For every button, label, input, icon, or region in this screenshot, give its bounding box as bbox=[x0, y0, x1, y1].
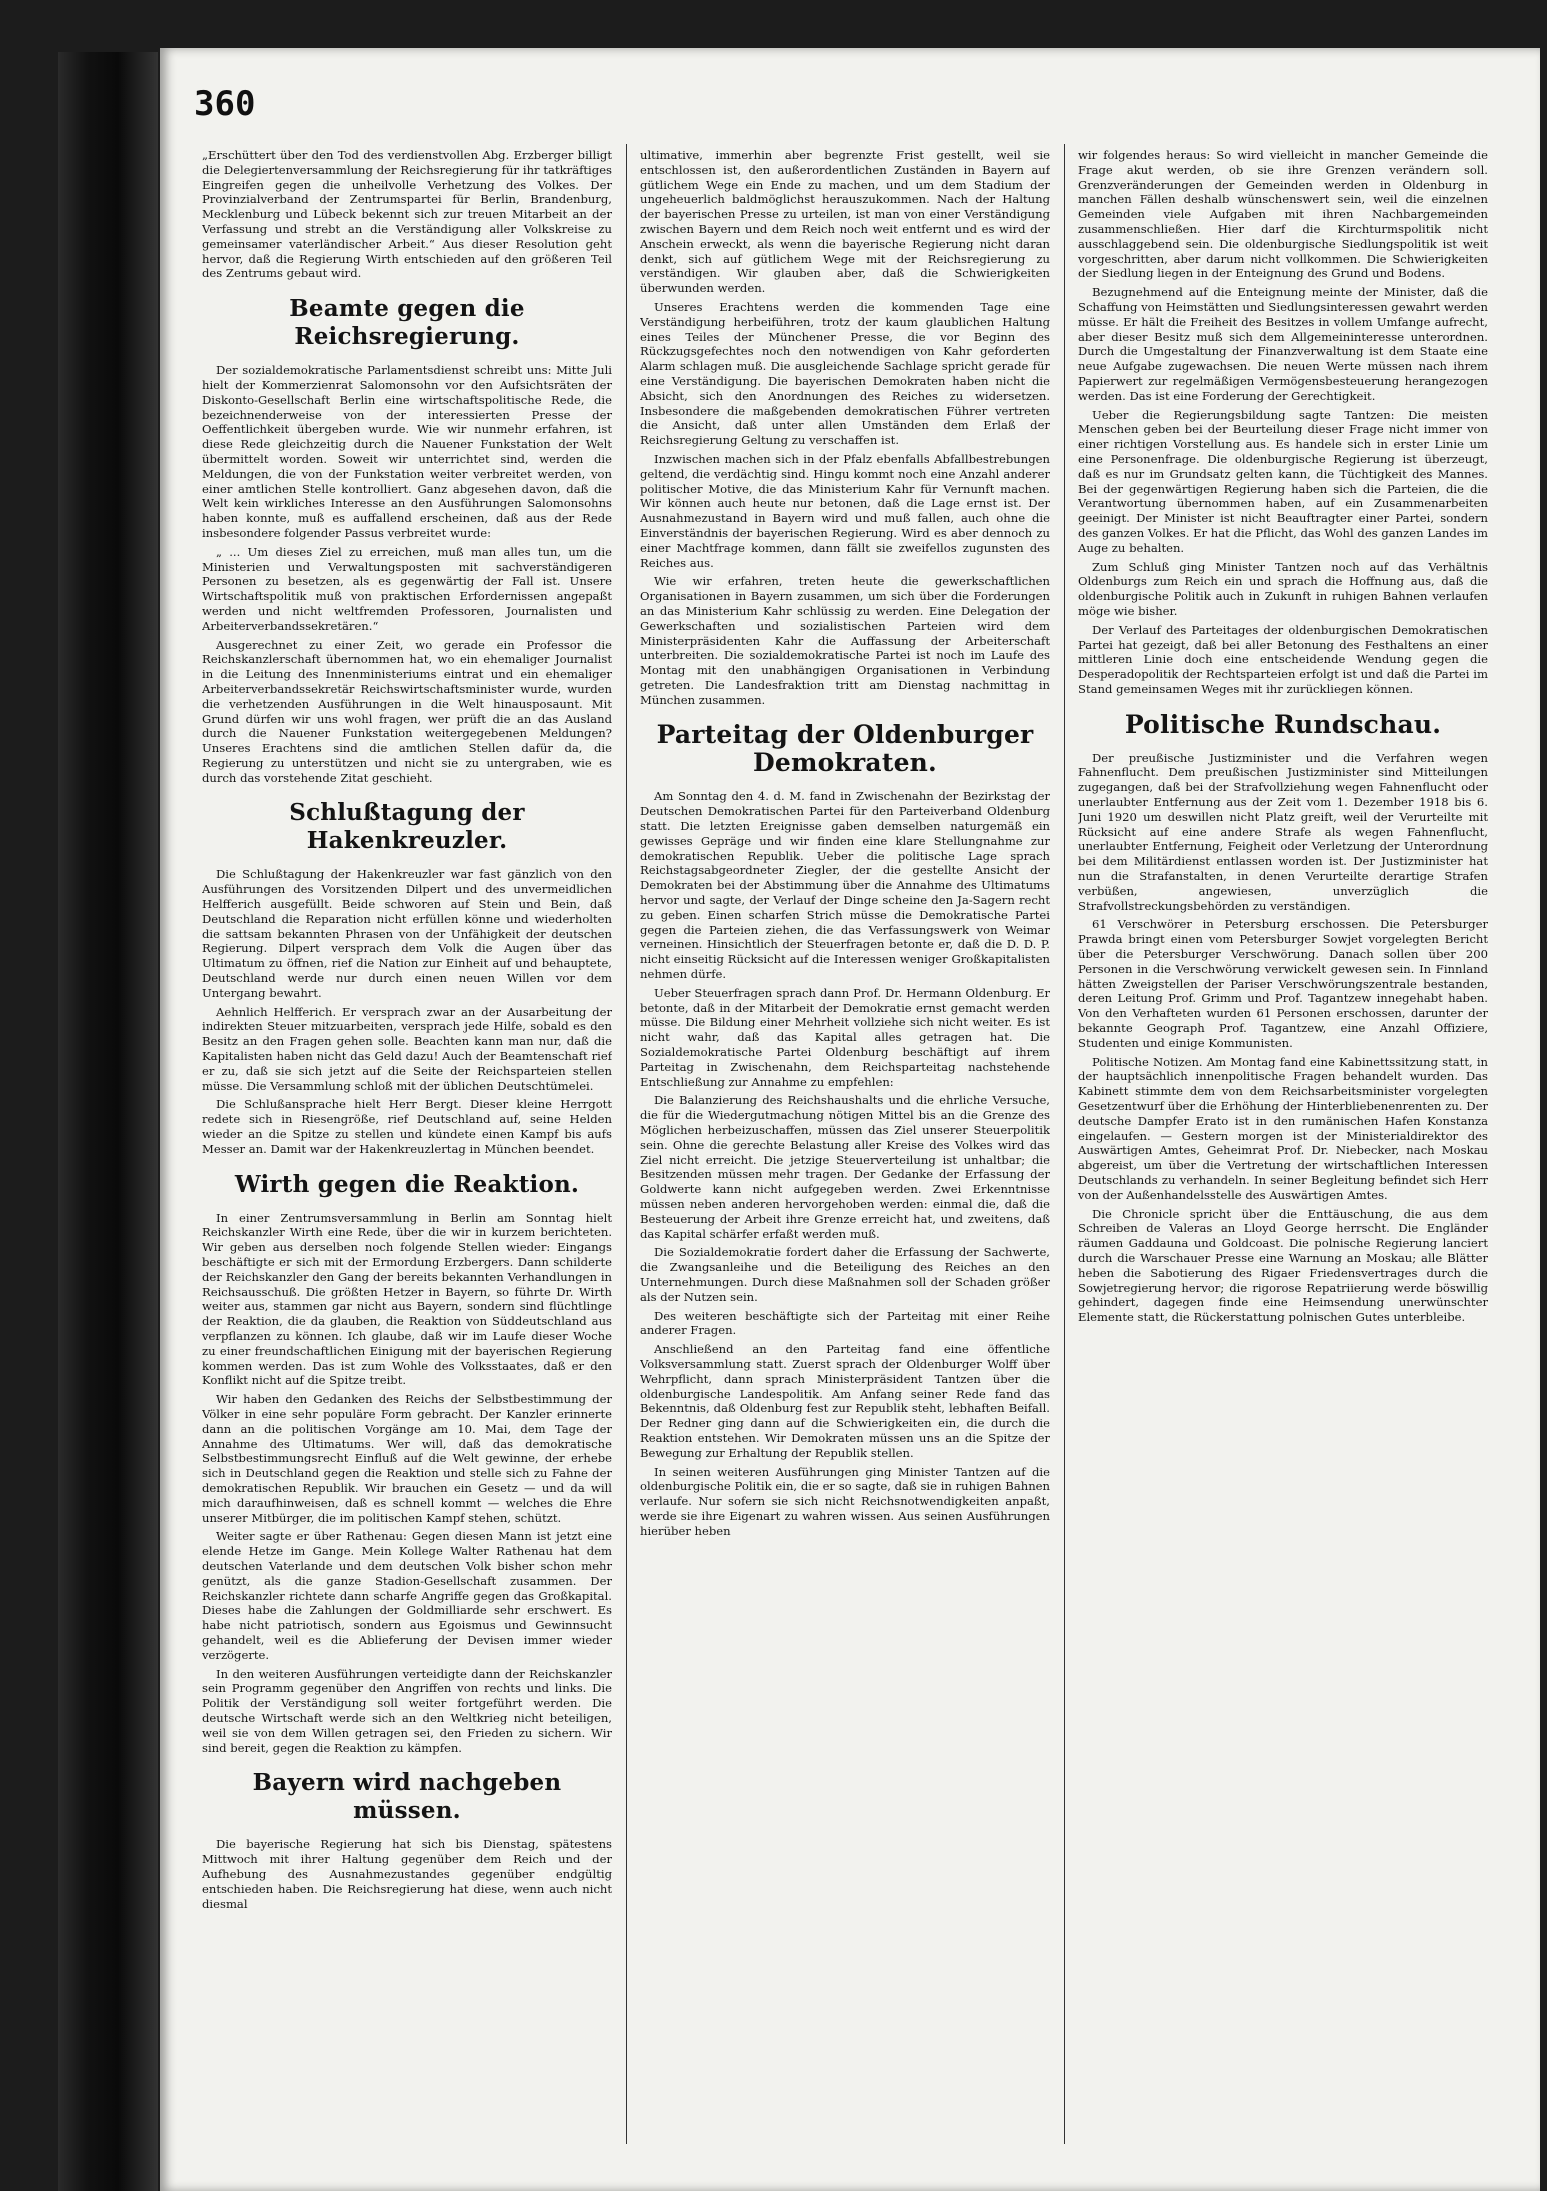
article-paragraph: Die Sozialdemokratie fordert daher die Erfassung der Sachwerte, die Zwangsanleihe und die Beteiligung des Reiches an den Unternehmungen. Durch diese Maßnahmen soll der Schaden größer als der Nutzen sein. bbox=[640, 1245, 1050, 1304]
article-paragraph: Ueber Steuerfragen sprach dann Prof. Dr. Hermann Oldenburg. Er betonte, daß in der Mitarbeit der Demokratie ernst gemacht werden müsse. Die Bildung einer Mehrheit vollziehe sich nicht weiter. Es ist nicht wahr, daß das Kapital alles getragen hat. Die Sozialdemokratische Partei Oldenburg beschäftigt auf ihrem Parteitag in Zwischenahn, dem Reichsparteitag nachstehende Entschließung zur Annahme zu empfehlen: bbox=[640, 985, 1050, 1089]
column-middle bbox=[640, 148, 1050, 2158]
headline-beamte: Beamte gegen die Reichsregierung. bbox=[289, 295, 525, 351]
article-paragraph: 61 Verschwörer in Petersburg erschossen. Die Petersburger Prawda bringt einen vom Petersburger Sowjet vorgelegten Bericht über die Petersburger Verschwörung. Danach sollen über 200 Personen in die Verschwörung verwickelt gewesen sein. In Finnland hätten Zweigstellen der Pariser Verschwörungszentrale bestanden, deren Leitung Prof. Grimm und Prof. Tagantzew innegehabt haben. Von den Verhafteten wurden 61 Personen erschossen, darunter der bekannte Geograph Prof. Tagantzew, eine Anzahl Offiziere, Studenten und einige Kommunisten. bbox=[1078, 917, 1488, 1050]
headline-oldenburger-demokraten: Parteitag der Oldenburger Demokraten. bbox=[656, 720, 1034, 778]
article-paragraph: Des weiteren beschäftigte sich der Parteitag mit einer Reihe anderer Fragen. bbox=[640, 1308, 1050, 1338]
article-paragraph: Die Balanzierung des Reichshaushalts und die ehrliche Versuche, die für die Wiedergutmachung nötigen Mittel bis an die Grenze des Möglichen herbeizuschaffen, müssen das Ziel unserer Steuerpolitik sein. Ohne die gerechte Belastung aller Kreise des Volkes wird das Ziel nicht erreicht. Die jetzige Steuerverteilung ist unhaltbar; die Besitzenden müssen mehr tragen. Der Gedanke der Erfassung der Goldwerte kann nicht aufgegeben werden. Zwei Erkenntnisse müssen neben anderen hervorgehoben werden: einmal die, daß die Besteuerung der Arbeit ihre Grenze erreicht hat, und zweitens, daß das Kapital schärfer erfaßt werden muß. bbox=[640, 1093, 1050, 1241]
article-paragraph: Aehnlich Helfferich. Er versprach zwar an der Ausarbeitung der indirekten Steuer mitzuarbeiten, versprach jede Hilfe, sobald es den Besitz an den Fragen gehen solle. Beachten kann man nur, daß die Kapitalisten haben nicht das Geld dazu! Auch der Beamtenschaft rief er zu, daß sie sich jetzt auf die Seite der Reichsparteien stellen müsse. Die Versammlung schloß mit der üblichen Deutschtümelei. bbox=[202, 1004, 612, 1093]
article-paragraph: Zum Schluß ging Minister Tantzen noch auf das Verhältnis Oldenburgs zum Reich ein und sprach die Hoffnung aus, daß die oldenburgische Politik auch in Zukunft in ruhigen Bahnen verlaufen möge wie bisher. bbox=[1078, 559, 1488, 618]
book-binding-edge bbox=[58, 52, 158, 2191]
headline-politische-rundschau: Politische Rundschau. bbox=[1124, 709, 1442, 739]
article-paragraph: Anschließend an den Parteitag fand eine öffentliche Volksversammlung statt. Zuerst sprach der Oldenburger Wolff über Wehrpflicht, dann sprach Ministerpräsident Tantzen über die oldenburgische Landespolitik. Am Anfang seiner Rede fand das Bekenntnis, daß Oldenburg fest zur Republik steht, lebhaften Beifall. Der Redner ging dann auf die Schwierigkeiten ein, die durch die Reaktion entstehen. Wir Demokraten müssen uns an die Spitze der Bewegung zur Erhaltung der Republik stellen. bbox=[640, 1342, 1050, 1460]
article-paragraph: Weiter sagte er über Rathenau: Gegen diesen Mann ist jetzt eine elende Hetze im Gange. Mein Kollege Walter Rathenau hat dem deutschen Vaterlande und dem deutschen Volk bisher schon mehr genützt, als die ganze Stadion-Gesellschaft zusammen. Der Reichskanzler richtete dann scharfe Angriffe gegen das Großkapital. Dieses habe die Zahlungen der Goldmilliarde sehr erschwert. Es habe nicht patriotisch, sondern aus Egoismus und Gewinnsucht gehandelt, weil es die Ablieferung der Devisen immer wieder verzögerte. bbox=[202, 1529, 612, 1662]
article-paragraph: Die Schlußtagung der Hakenkreuzler war fast gänzlich von den Ausführungen des Vorsitzenden Dilpert und des unvermeidlichen Helfferich ausgefüllt. Beide schworen auf Stein und Bein, daß Deutschland die Reparation nicht erfüllen könne und wiederholten die sattsam bekannten Phrasen von der Unfähigkeit der deutschen Regierung. Dilpert versprach dem Volk die Augen über das Ultimatum zu öffnen, rief die Nation zur Einheit auf und behauptete, Deutschland werde nur durch einen neuen Willen vor dem Untergang bewahrt. bbox=[202, 867, 612, 1000]
newspaper-page bbox=[160, 48, 1540, 2191]
article-paragraph: In einer Zentrumsversammlung in Berlin am Sonntag hielt Reichskanzler Wirth eine Rede, über die wir in kurzem berichteten. Wir geben aus derselben noch folgende Stellen wieder: Eingangs beschäftigte er sich mit der Ermordung Erzbergers. Dann schilderte der Reichskanzler den Gang der bereits bekannten Verhandlungen in Reichsausschuß. Die größten Hetzer in Bayern, so führte Dr. Wirth weiter aus, stammen gar nicht aus Bayern, sondern sind flüchtlinge der Reaktion, die da glauben, die Reaktion von Süddeutschland aus verpflanzen zu können. Ich glaube, daß wir im Laufe dieser Woche zu einer freundschaftlichen Einigung mit der bayerischen Regierung kommen werden. Das ist zum Wohle des Volksstaates, daß er den Konflikt nicht auf die Spitze treibt. bbox=[202, 1210, 612, 1388]
page-number: 360 bbox=[194, 84, 256, 124]
article-paragraph: Der preußische Justizminister und die Verfahren wegen Fahnenflucht. Dem preußischen Justizminister sind Mitteilungen zugegangen, daß bei der Strafvollziehung wegen Fahnenflucht oder unerlaubter Entfernung aus der Zeit vom 1. Dezember 1918 bis 6. Juni 1920 um deswillen nicht Platz greift, weil der Verurteilte mit Rücksicht auf eine andere Strafe als wegen Fahnenflucht, unerlaubter Entfernung, Feigheit oder Verletzung der Unterordnung bei dem Militärdienst entlassen worden ist. Der Justizminister hat nun die Strafanstalten, in denen Verurteilte derartige Strafen verbüßen, angewiesen, unverzüglich die Strafvollstreckungsbehörden zu verständigen. bbox=[1078, 750, 1488, 913]
column-right bbox=[1078, 148, 1488, 2158]
article-paragraph: wir folgendes heraus: So wird vielleicht in mancher Gemeinde die Frage akut werden, ob sie ihre Grenzen verändern soll. Grenzveränderungen der Gemeinden werden in Oldenburg in manchen Fällen deshalb wünschenswert sein, weil die einzelnen Gemeinden viele Aufgaben mit ihren Nachbargemeinden zusammenschließen. Hier darf die Kirchturmspolitik nicht ausschlaggebend sein. Die oldenburgische Siedlungspolitik ist weit vorgeschritten, aber darum nicht vollkommen. Die Schwierigkeiten der Siedlung liegen in der Enteignung des Grund und Bodens. bbox=[1078, 148, 1488, 281]
column-rule bbox=[1064, 144, 1065, 2144]
article-paragraph: Ueber die Regierungsbildung sagte Tantzen: Die meisten Menschen geben bei der Beurteilung dieser Frage nicht immer von einer richtigen Vorstellung aus. Es handele sich in erster Linie um eine Personenfrage. Die oldenburgische Regierung ist überzeugt, daß es nur im Grundsatz gelten kann, die Tüchtigkeit des Mannes. Bei der gegenwärtigen Regierung haben sich die Parteien, die die Verantwortung übernommen haben, auf ein Zusammenarbeiten geeinigt. Der Minister ist nicht Beauftragter einer Partei, sondern des ganzen Volkes. Er hat die Pflicht, das Wohl des ganzen Landes im Auge zu behalten. bbox=[1078, 407, 1488, 555]
column-left bbox=[202, 148, 612, 2158]
column-rule bbox=[626, 144, 627, 2144]
article-paragraph: Wir haben den Gedanken des Reichs der Selbstbestimmung der Völker in eine sehr populäre Form gebracht. Der Kanzler erinnerte dann an die politischen Vorgänge am 10. Mai, dem Tage der Annahme des Ultimatums. Wer will, daß das demokratische Selbstbestimmungsrecht Einfluß auf die Welt gewinne, der erhebe sich in Deutschland gegen die Reaktion und stelle sich zu Fahne der demokratischen Republik. Wir brauchen ein Gesetz — und da will mich daraufhinweisen, daß es schnell kommt — welches die Ehre unserer Mitbürger, die im politischen Kampf stehen, schützt. bbox=[202, 1392, 612, 1525]
article-paragraph: ultimative, immerhin aber begrenzte Frist gestellt, weil sie entschlossen ist, den außerordentlichen Zuständen in Bayern auf gütlichem Wege ein Ende zu machen, und um dem Stadium der ungeheuerlich baldmöglichst herauszukommen. Nach der Haltung der bayerischen Presse zu urteilen, ist man von einer Verständigung zwischen Bayern und dem Reich noch weit entfernt und es wird der Anschein erweckt, als wenn die bayerische Regierung nicht daran denkt, sich auf gütlichem Wege mit der Reichsregierung zu verständigen. Wir glauben aber, daß die Schwierigkeiten überwunden werden. bbox=[640, 148, 1050, 296]
article-paragraph: Der sozialdemokratische Parlamentsdienst schreibt uns: Mitte Juli hielt der Kommerzienrat Salomonsohn vor den Aufsichtsräten der Diskonto-Gesellschaft Berlin eine wirtschaftspolitische Rede, die bezeichnenderweise von der interessierten Presse der Oeffentlichkeit übergeben wurde. Wie wir nunmehr erfahren, ist diese Rede gleichzeitig durch die Nauener Funkstation der Welt übermittelt worden. Soweit wir unterrichtet sind, werden die Meldungen, die von der Funkstation weiter verbreitet werden, von einer amtlichen Stelle kontrolliert. Ganz abgesehen davon, daß die Welt kein wirkliches Interesse an den Ausführungen Salomonsohns haben konnte, muß es auffallend erscheinen, daß aus der Rede insbesondere folgender Passus verbreitet wurde: bbox=[202, 363, 612, 540]
article-paragraph: Am Sonntag den 4. d. M. fand in Zwischenahn der Bezirkstag der Deutschen Demokratischen Partei für den Parteiverband Oldenburg statt. Die letzten Ereignisse gaben demselben naturgemäß ein gewisses Gepräge und wir finden eine klare Stellungnahme zur demokratischen Republik. Ueber die politische Lage sprach Reichstagsabgeordneter Ziegler, der die gestellte Ansicht der Demokraten bei der Abstimmung über die Annahme des Ultimatums hervor und sagte, der Verlauf der Dinge scheine den Ja-Sagern recht zu geben. Einen scharfen Strich müsse die Demokratische Partei gegen die Parteien ziehen, die das Verfassungswerk von Weimar verneinen. Hinsichtlich der Steuerfragen betonte er, daß die D. D. P. nicht einseitig Rücksicht auf die Interessen weniger Großkapitalisten nehmen dürfe. bbox=[640, 789, 1050, 982]
article-paragraph: Ausgerechnet zu einer Zeit, wo gerade ein Professor die Reichskanzlerschaft übernommen hat, wo ein ehemaliger Journalist in die Leitung des Innenministeriums eintrat und ein ehemaliger Arbeiterverbandssekretär Reichswirtschaftsminister wurde, wurden die verhetzenden Ausführungen in die Welt hinausposaunt. Mit Grund dürfen wir uns wohl fragen, wer prüft die an das Ausland durch die Nauener Funkstation weitergegebenen Meldungen? Unseres Erachtens sind die amtlichen Stellen dafür da, die Regierung zu unterstützen und nicht sie zu untergraben, wie es durch das vorstehende Zitat geschieht. bbox=[202, 637, 612, 785]
article-paragraph: Politische Notizen. Am Montag fand eine Kabinettssitzung statt, in der hauptsächlich innenpolitische Fragen behandelt wurden. Das Kabinett stimmte dem von dem Reichsarbeitsminister vorgelegten Gesetzentwurf über die Erhöhung der Hinterbliebenenrenten zu. Der deutsche Dampfer Erato ist in den rumänischen Hafen Konstanza eingelaufen. — Gestern morgen ist der Ministerialdirektor des Auswärtigen Amtes, Geheimrat Prof. Dr. Niebecker, nach Moskau abgereist, um über die Vertretung der wirtschaftlichen Interessen Deutschlands zu verhandeln. In seiner Begleitung befindet sich Herr von der Außenhandelsstelle des Auswärtigen Amtes. bbox=[1078, 1054, 1488, 1202]
article-paragraph: Inzwischen machen sich in der Pfalz ebenfalls Abfallbestrebungen geltend, die verdächtig sind. Hingu kommt noch eine Anzahl anderer politischer Motive, die das Ministerium Kahr für Vernunft machen. Wir können auch heute nur betonen, daß die Lage ernst ist. Der Ausnahmezustand in Bayern wird und muß fallen, auch ohne die Einverständnis der bayerischen Regierung. Wird es aber dennoch zu einer Machtfrage kommen, dann fällt sie zweifellos zugunsten des Reiches aus. bbox=[640, 451, 1050, 570]
headline-bayern: Bayern wird nachgeben müssen. bbox=[252, 1769, 562, 1825]
article-paragraph: In seinen weiteren Ausführungen ging Minister Tantzen auf die oldenburgische Politik ein, die er so sagte, daß sie in ruhigen Bahnen verlaufe. Nur sofern sie sich nicht Reichsnotwendigkeiten anpaßt, werde sie ihre Eigenart zu wahren wissen. Aus seinen Ausführungen hierüber heben bbox=[640, 1464, 1050, 1538]
headline-hakenkreuzler: Schlußtagung der Hakenkreuzler. bbox=[289, 799, 525, 855]
article-paragraph: Unseres Erachtens werden die kommenden Tage eine Verständigung herbeiführen, trotz der kaum glaublichen Haltung eines Teiles der Münchener Presse, die vor Beginn des Rückzugsgefechtes noch den notwendigen von Kahr geforderten Alarm schlagen muß. Die ausgleichende Sachlage spricht gerade für eine Verständigung. Die bayerischen Demokraten haben nicht die Absicht, sich den Anordnungen des Reiches zu widersetzen. Insbesondere die maßgebenden demokratischen Führer vertreten die Ansicht, daß unter allen Umständen dem Erlaß der Reichsregierung Geltung zu verschaffen ist. bbox=[640, 299, 1050, 448]
article-paragraph: Bezugnehmend auf die Enteignung meinte der Minister, daß die Schaffung von Heimstätten und Siedlungsinteressen gewahrt werden müsse. Er hält die Freiheit des Besitzes in vollem Umfange aufrecht, aber dieser Besitz muß sich dem Allgemeininteresse unterordnen. Durch die Umgestaltung der Finanzverwaltung ist dem Staate eine neue Aufgabe zugewachsen. Die neuen Werte müssen nach ihrem Papierwert zur regelmäßigen Vermögensbesteuerung herangezogen werden. Das ist eine Forderung der Gerechtigkeit. bbox=[1078, 285, 1488, 403]
article-paragraph: Die Chronicle spricht über die Enttäuschung, die aus dem Schreiben de Valeras an Lloyd George herrscht. Die Engländer räumen Gaddauna und Goldcoast. Die polnische Regierung lanciert durch die Warschauer Presse eine Warnung an Moskau; alle Blätter heben die Sabotierung des Rigaer Friedensvertrages durch die Sowjetregierung hervor; die rigorose Repatriierung werde böswillig gehindert, dagegen finde eine Heimsendung unerwünschter Elemente statt, die Rückerstattung polnischen Gutes unterbleibe. bbox=[1078, 1206, 1488, 1325]
article-paragraph: „Erschüttert über den Tod des verdienstvollen Abg. Erzberger billigt die Delegiertenversammlung der Reichsregierung für ihr tatkräftiges Eingreifen gegen die unheilvolle Verhetzung des Volkes. Der Provinzialverband der Zentrumspartei für Berlin, Brandenburg, Mecklenburg und Lübeck bekennt sich zur treuen Mitarbeit an der Verfassung und strebt an die Verständigung aller Volkskreise zu gemeinsamer vaterländischer Arbeit.“ Aus dieser Resolution geht hervor, daß die Regierung Wirth entschieden auf den größeren Teil des Zentrums gebaut wird. bbox=[202, 148, 612, 281]
article-paragraph: Die bayerische Regierung hat sich bis Dienstag, spätestens Mittwoch mit ihrer Haltung gegenüber dem Reich und der Aufhebung des Ausnahmezustandes gegenüber endgültig entschieden haben. Die Reichsregierung hat diese, wenn auch nicht diesmal bbox=[202, 1837, 612, 1911]
article-quote: „ ... Um dieses Ziel zu erreichen, muß man alles tun, um die Ministerien und Verwaltungsposten mit sachverständigeren Personen zu besetzen, als es gegenwärtig der Fall ist. Unsere Wirtschaftspolitik muß von praktischen Erfordernissen angepaßt werden und nicht weltfremden Professoren, Journalisten und Arbeiterverbandssekretären.“ bbox=[202, 544, 612, 633]
article-paragraph: Die Schlußansprache hielt Herr Bergt. Dieser kleine Herrgott redete sich in Riesengröße, rief Deutschland auf, seine Helden wieder an die Spitze zu stellen und kündete einen Kampf bis aufs Messer an. Damit war der Hakenkreuzlertag in München beendet. bbox=[202, 1097, 612, 1156]
headline-wirth: Wirth gegen die Reaktion. bbox=[234, 1170, 580, 1198]
article-paragraph: Der Verlauf des Parteitages der oldenburgischen Demokratischen Partei hat gezeigt, daß bei aller Betonung des Festhaltens an einer mittleren Linie doch eine entscheidende Wendung gegen die Desperadopolitik der Rechtsparteien erfolgt ist und daß die Partei im Stand gemeinsamen Weges mit ihr zurückliegen können. bbox=[1078, 622, 1488, 696]
article-paragraph: Wie wir erfahren, treten heute die gewerkschaftlichen Organisationen in Bayern zusammen, um sich über die Forderungen an das Ministerium Kahr schlüssig zu werden. Eine Delegation der Gewerkschaften und sozialistischen Parteien wird dem Ministerpräsidenten Kahr die Auffassung der Arbeiterschaft unterbreiten. Die sozialdemokratische Partei ist noch im Laufe des Montag mit den unabhängigen Organisationen in Verbindung getreten. Die Landesfraktion tritt am Dienstag nachmittag in München zusammen. bbox=[640, 574, 1050, 707]
article-paragraph: In den weiteren Ausführungen verteidigte dann der Reichskanzler sein Programm gegenüber den Angriffen von rechts und links. Die Politik der Verständigung soll weiter fortgeführt werden. Die deutsche Wirtschaft werde sich an den Weltkrieg nicht beteiligen, weil sie von dem Willen getragen sei, den Frieden zu sichern. Wir sind bereit, gegen die Reaktion zu kämpfen. bbox=[202, 1666, 612, 1755]
